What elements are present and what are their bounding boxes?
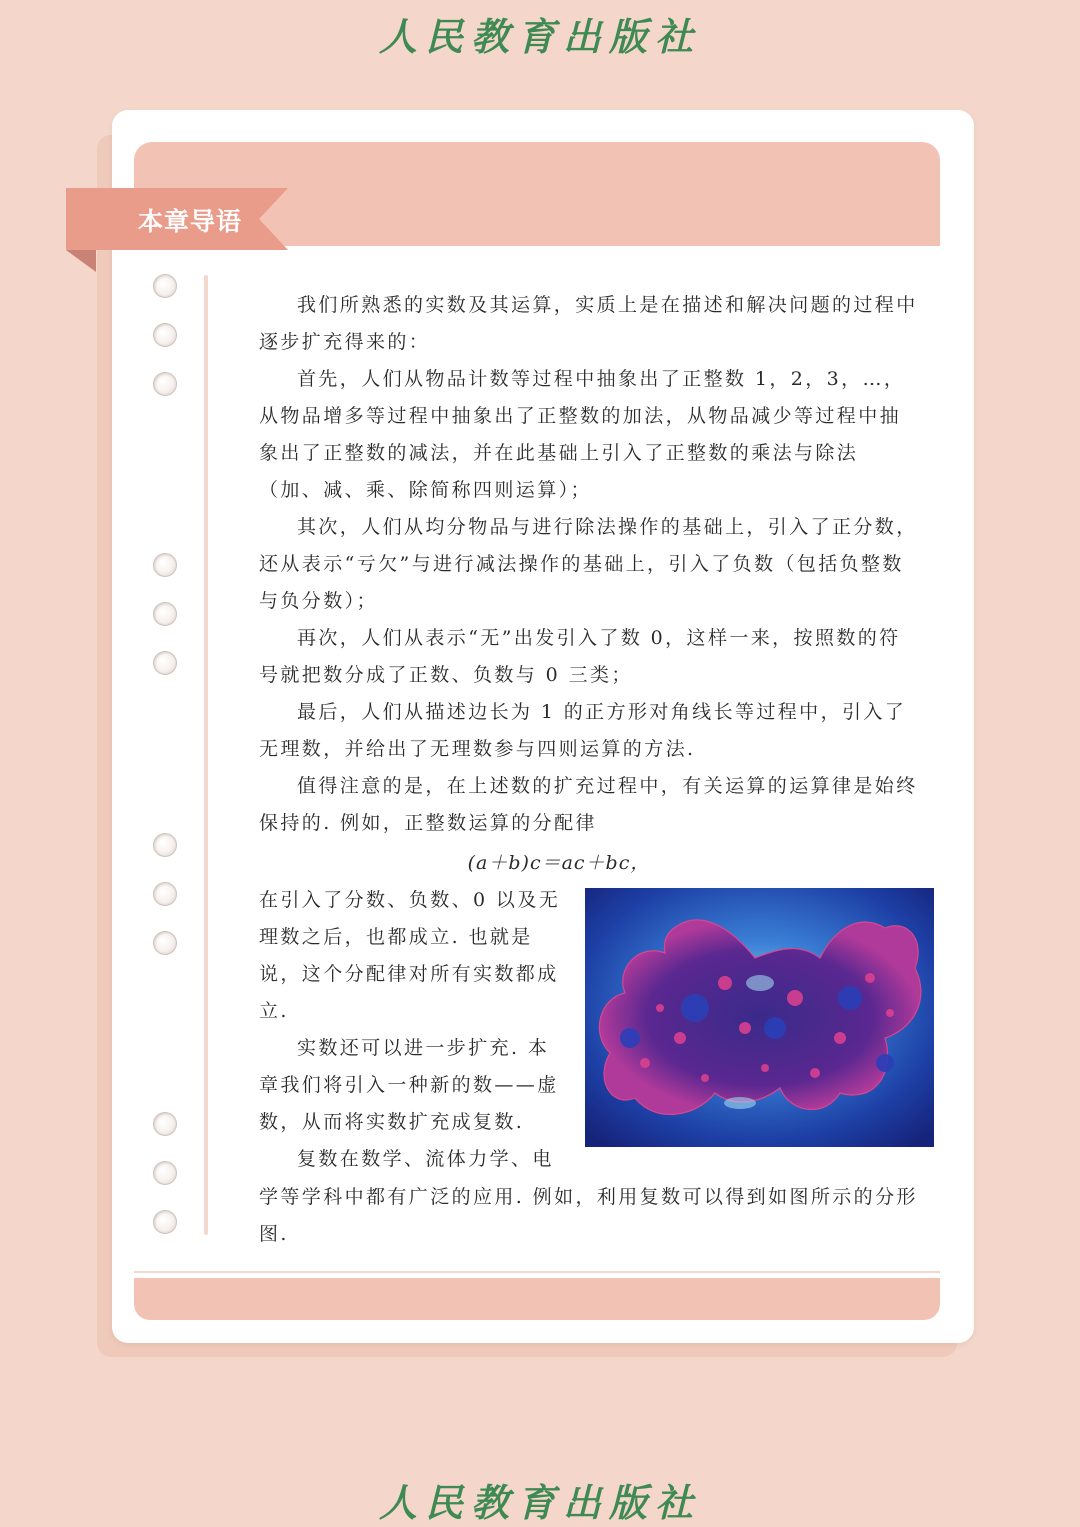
paragraph-continuation: 在引入了分数、负数、0 以及无理数之后，也都成立. 也就是说，这个分配律对所有实数都成立. <box>259 889 561 1022</box>
paragraph-fourth: 最后，人们从描述边长为 1 的正方形对角线长等过程中，引入了无理数，并给出了无理数参与四则运算的方法. <box>259 701 907 760</box>
paragraph-application-end: 学等学科中都有广泛的应用. 例如，利用复数可以得到如图所示的分形图. <box>259 1186 918 1245</box>
paragraph-third: 再次，人们从表示“无”出发引入了数 0，这样一来，按照数的符号就把数分成了正数、负数与 0 三类； <box>259 627 901 686</box>
binding-rail <box>204 275 208 1235</box>
publisher-logo-top: 人民教育出版社 <box>378 14 701 59</box>
intro-text-block <box>259 287 919 842</box>
paragraph-second: 其次，人们从均分物品与进行除法操作的基础上，引入了正分数，还从表示“亏欠”与进行减法操作的基础上，引入了负数（包括负整数与负分数）； <box>259 516 918 612</box>
wrapped-text-block <box>259 882 569 1178</box>
fractal-image <box>585 888 934 1147</box>
binder-hole <box>153 323 177 347</box>
binder-hole <box>153 274 177 298</box>
binder-hole <box>153 1112 177 1136</box>
card-footer-band <box>134 1278 940 1320</box>
binder-hole <box>153 651 177 675</box>
publisher-logo-bottom: 人民教育出版社 <box>378 1480 701 1525</box>
binder-hole <box>153 833 177 857</box>
paragraph-intro: 我们所熟悉的实数及其运算，实质上是在描述和解决问题的过程中逐步扩充得来的： <box>259 294 918 353</box>
distributive-law-formula: (a＋b)c＝ac＋bc， <box>467 852 651 874</box>
binder-hole <box>153 602 177 626</box>
paragraph-first: 首先，人们从物品计数等过程中抽象出了正整数 1，2，3，…，从物品增多等过程中抽象出了正整数的加法，从物品减少等过程中抽象出了正整数的减法，并在此基础上引入了正整数的乘法与除法（加、减、乘、除简称四则运算）； <box>259 368 906 501</box>
binder-hole <box>153 553 177 577</box>
paragraph-application-start: 复数在数学、流体力学、电 <box>297 1148 554 1170</box>
ribbon-fold <box>66 250 96 272</box>
paragraph-extension: 实数还可以进一步扩充. 本章我们将引入一种新的数——虚数，从而将实数扩充成复数. <box>259 1037 559 1133</box>
card-footer-divider <box>134 1271 940 1273</box>
binder-hole <box>153 931 177 955</box>
paragraph-note: 值得注意的是，在上述数的扩充过程中，有关运算的运算律是始终保持的. 例如，正整数运算的分配律 <box>259 775 918 834</box>
binder-hole <box>153 882 177 906</box>
binder-hole <box>153 1161 177 1185</box>
binder-hole <box>153 372 177 396</box>
final-text-block <box>259 1179 919 1253</box>
section-label: 本章导语 <box>138 207 243 236</box>
binder-hole <box>153 1210 177 1234</box>
